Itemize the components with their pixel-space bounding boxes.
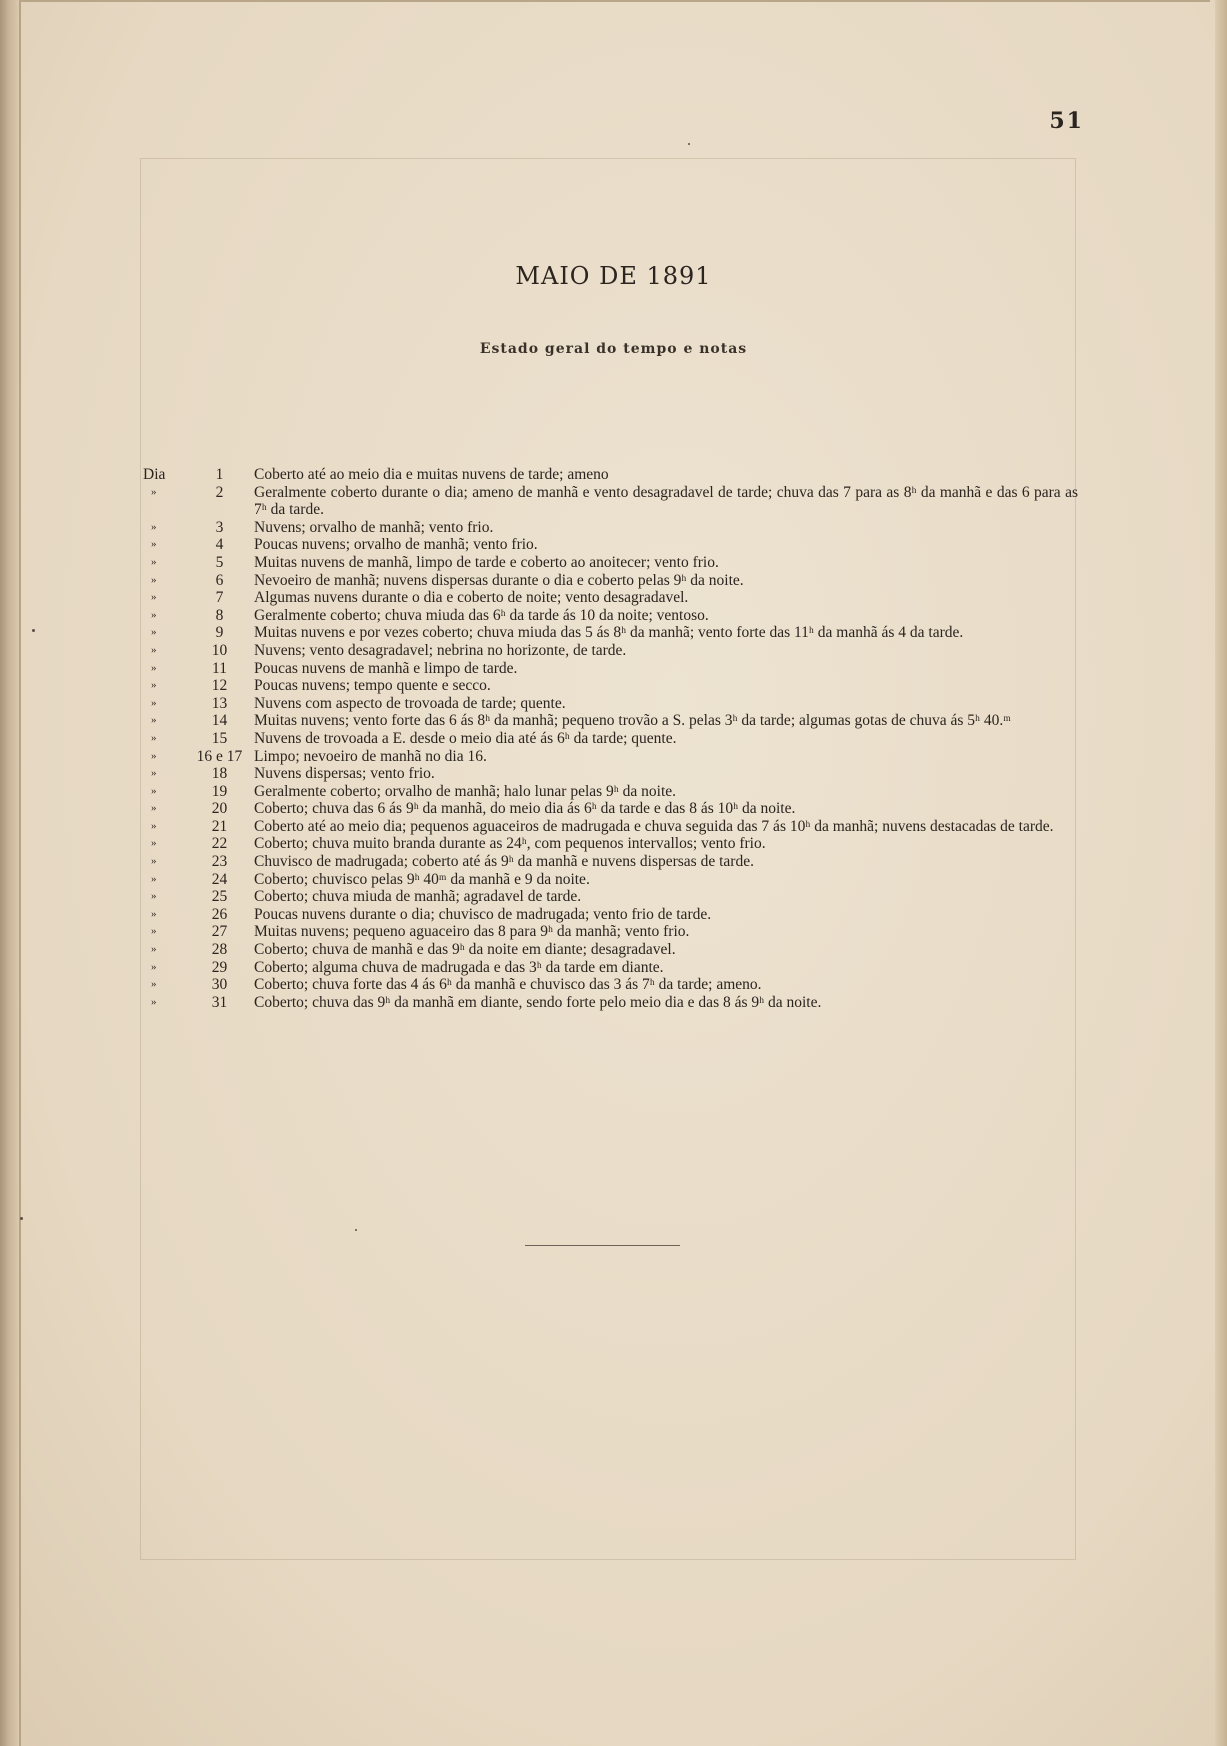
log-row — [143, 695, 1078, 713]
ditto-mark: » — [151, 784, 157, 797]
log-row — [143, 818, 1078, 836]
day-number: 20 — [211, 800, 228, 818]
weather-note: Nuvens; orvalho de manhã; vento frio. — [254, 518, 494, 536]
weather-note: Geralmente coberto; orvalho de manhã; halo lunar pelas 9ʰ da noite. — [254, 782, 677, 800]
ditto-mark: » — [151, 837, 157, 850]
log-row — [143, 853, 1078, 871]
ditto-mark: » — [151, 978, 157, 991]
weather-note: Muitas nuvens; vento forte das 6 ás 8ʰ da manhã; pequeno trovão a S. pelas 3ʰ da tarde; algumas gotas de chuva ás 5ʰ 40.ᵐ — [254, 712, 1011, 730]
weather-note: Algumas nuvens durante o dia e coberto de noite; vento desagradavel. — [254, 589, 689, 607]
day-number: 25 — [211, 888, 228, 906]
ditto-mark: » — [151, 802, 157, 815]
ditto-mark: » — [151, 872, 157, 885]
ditto-mark: » — [151, 925, 157, 938]
day-number: 15 — [211, 729, 228, 747]
weather-note: Geralmente coberto durante o dia; ameno de manhã e vento desagradavel de tarde; chuva das 7 para as 8ʰ da manhã e das 6 para as 7ʰ da tarde. — [254, 483, 1078, 519]
ditto-mark: » — [151, 538, 157, 551]
paper-speck — [355, 1229, 357, 1231]
day-number: 3 — [215, 518, 224, 536]
weather-note: Nuvens com aspecto de trovoada de tarde; quente. — [254, 694, 566, 712]
ditto-mark: » — [151, 608, 157, 621]
ditto-mark: » — [151, 679, 157, 692]
log-row — [143, 976, 1078, 994]
log-row — [143, 906, 1078, 924]
log-row — [143, 994, 1078, 1012]
day-number: 30 — [211, 976, 228, 994]
ditto-mark: » — [151, 890, 157, 903]
day-number: 19 — [211, 782, 228, 800]
day-number: 10 — [211, 641, 228, 659]
ditto-mark: » — [151, 643, 157, 656]
day-number: 26 — [211, 905, 228, 923]
day-number: 18 — [211, 765, 228, 783]
ditto-mark: » — [151, 555, 157, 568]
weather-note: Nuvens de trovoada a E. desde o meio dia até ás 6ʰ da tarde; quente. — [254, 729, 677, 747]
weather-note: Poucas nuvens; tempo quente e secco. — [254, 677, 491, 695]
ditto-mark: » — [151, 591, 157, 604]
log-row — [143, 730, 1078, 748]
log-row — [143, 660, 1078, 678]
weather-log — [143, 466, 1078, 1011]
day-number: 7 — [215, 589, 224, 607]
weather-note: Geralmente coberto; chuva miuda das 6ʰ da tarde ás 10 da noite; ventoso. — [254, 606, 709, 624]
log-row — [143, 959, 1078, 977]
weather-note: Muitas nuvens; pequeno aguaceiro das 8 para 9ʰ da manhã; vento frio. — [254, 923, 690, 941]
log-row — [143, 466, 1078, 484]
top-edge — [20, 0, 1210, 2]
page-title: MAIO DE 1891 — [515, 262, 712, 290]
ditto-mark: » — [151, 661, 157, 674]
day-number: 28 — [211, 941, 228, 959]
ditto-mark: » — [151, 995, 157, 1008]
log-row — [143, 624, 1078, 642]
day-number: 12 — [211, 677, 228, 695]
paper-speck — [20, 1217, 23, 1220]
log-row — [143, 800, 1078, 818]
day-number: 23 — [211, 853, 228, 871]
log-row — [143, 589, 1078, 607]
day-number: 2 — [215, 483, 224, 501]
weather-note: Muitas nuvens de manhã, limpo de tarde e coberto ao anoitecer; vento frio. — [254, 553, 719, 571]
ditto-mark: » — [151, 855, 157, 868]
log-row — [143, 642, 1078, 660]
day-number: 22 — [211, 835, 228, 853]
log-row — [143, 536, 1078, 554]
log-row — [143, 783, 1078, 801]
ditto-mark: » — [151, 520, 157, 533]
ditto-mark: » — [151, 943, 157, 956]
log-row — [143, 484, 1078, 519]
log-row — [143, 677, 1078, 695]
log-row — [143, 765, 1078, 783]
paper-speck — [688, 143, 690, 145]
day-number: 27 — [211, 923, 228, 941]
end-rule — [525, 1245, 680, 1246]
log-row — [143, 607, 1078, 625]
weather-note: Coberto; chuva das 9ʰ da manhã em diante, sendo forte pelo meio dia e das 8 ás 9ʰ da noite. — [254, 993, 822, 1011]
log-row — [143, 712, 1078, 730]
weather-note: Coberto até ao meio dia; pequenos aguaceiros de madrugada e chuva seguida das 7 ás 10ʰ da manhã; nuvens destacadas de tarde. — [254, 817, 1054, 835]
ditto-mark: » — [151, 714, 157, 727]
weather-note: Poucas nuvens; orvalho de manhã; vento frio. — [254, 536, 538, 554]
weather-note: Limpo; nevoeiro de manhã no dia 16. — [254, 747, 487, 765]
day-label: Dia — [143, 466, 166, 483]
day-number: 8 — [215, 606, 224, 624]
weather-note: Coberto até ao meio dia e muitas nuvens de tarde; ameno — [254, 466, 609, 483]
weather-note: Nevoeiro de manhã; nuvens dispersas durante o dia e coberto pelas 9ʰ da noite. — [254, 571, 744, 589]
day-number: 5 — [215, 553, 224, 571]
log-row — [143, 835, 1078, 853]
log-row — [143, 748, 1078, 766]
weather-note: Coberto; chuva das 6 ás 9ʰ da manhã, do meio dia ás 6ʰ da tarde e das 8 ás 10ʰ da noite. — [254, 800, 796, 818]
day-number: 21 — [211, 817, 228, 835]
day-number: 16 e 17 — [196, 747, 243, 765]
page-number: 51 — [1049, 108, 1084, 134]
weather-note: Coberto; alguma chuva de madrugada e das 3ʰ da tarde em diante. — [254, 958, 664, 976]
weather-note: Coberto; chuva muito branda durante as 24ʰ, com pequenos intervallos; vento frio. — [254, 835, 766, 853]
ditto-mark: » — [151, 960, 157, 973]
day-number: 31 — [211, 993, 228, 1011]
paper-speck — [32, 629, 35, 632]
log-row — [143, 888, 1078, 906]
ditto-mark: » — [151, 485, 157, 498]
ditto-mark: » — [151, 819, 157, 832]
section-subtitle: Estado geral do tempo e notas — [479, 341, 748, 357]
weather-note: Nuvens dispersas; vento frio. — [254, 765, 435, 783]
weather-note: Coberto; chuvisco pelas 9ʰ 40ᵐ da manhã e 9 da noite. — [254, 870, 590, 888]
log-row — [143, 572, 1078, 590]
log-row — [143, 554, 1078, 572]
day-number: 14 — [211, 712, 228, 730]
log-row — [143, 871, 1078, 889]
day-number: 29 — [211, 958, 228, 976]
day-number: 6 — [215, 571, 224, 589]
weather-note: Coberto; chuva de manhã e das 9ʰ da noite em diante; desagradavel. — [254, 941, 676, 959]
ditto-mark: » — [151, 907, 157, 920]
weather-note: Nuvens; vento desagradavel; nebrina no horizonte, de tarde. — [254, 641, 627, 659]
ditto-mark: » — [151, 767, 157, 780]
log-row — [143, 941, 1078, 959]
weather-note: Poucas nuvens durante o dia; chuvisco de madrugada; vento frio de tarde. — [254, 905, 712, 923]
day-number: 1 — [215, 466, 224, 483]
ditto-mark: » — [151, 573, 157, 586]
weather-note: Poucas nuvens de manhã e limpo de tarde. — [254, 659, 518, 677]
day-number: 13 — [211, 694, 228, 712]
weather-note: Chuvisco de madrugada; coberto até ás 9ʰ da manhã e nuvens dispersas de tarde. — [254, 853, 754, 871]
ditto-mark: » — [151, 749, 157, 762]
day-number: 4 — [215, 536, 224, 554]
log-row — [143, 923, 1078, 941]
weather-note: Muitas nuvens e por vezes coberto; chuva miuda das 5 ás 8ʰ da manhã; vento forte das 11ʰ da manhã ás 4 da tarde. — [254, 624, 964, 642]
ditto-mark: » — [151, 696, 157, 709]
day-number: 24 — [211, 870, 228, 888]
day-number: 9 — [215, 624, 224, 642]
weather-note: Coberto; chuva miuda de manhã; agradavel de tarde. — [254, 888, 582, 906]
weather-note: Coberto; chuva forte das 4 ás 6ʰ da manhã e chuvisco das 3 ás 7ʰ da tarde; ameno. — [254, 976, 762, 994]
ditto-mark: » — [151, 626, 157, 639]
day-number: 11 — [212, 659, 227, 677]
ditto-mark: » — [151, 731, 157, 744]
log-row — [143, 519, 1078, 537]
